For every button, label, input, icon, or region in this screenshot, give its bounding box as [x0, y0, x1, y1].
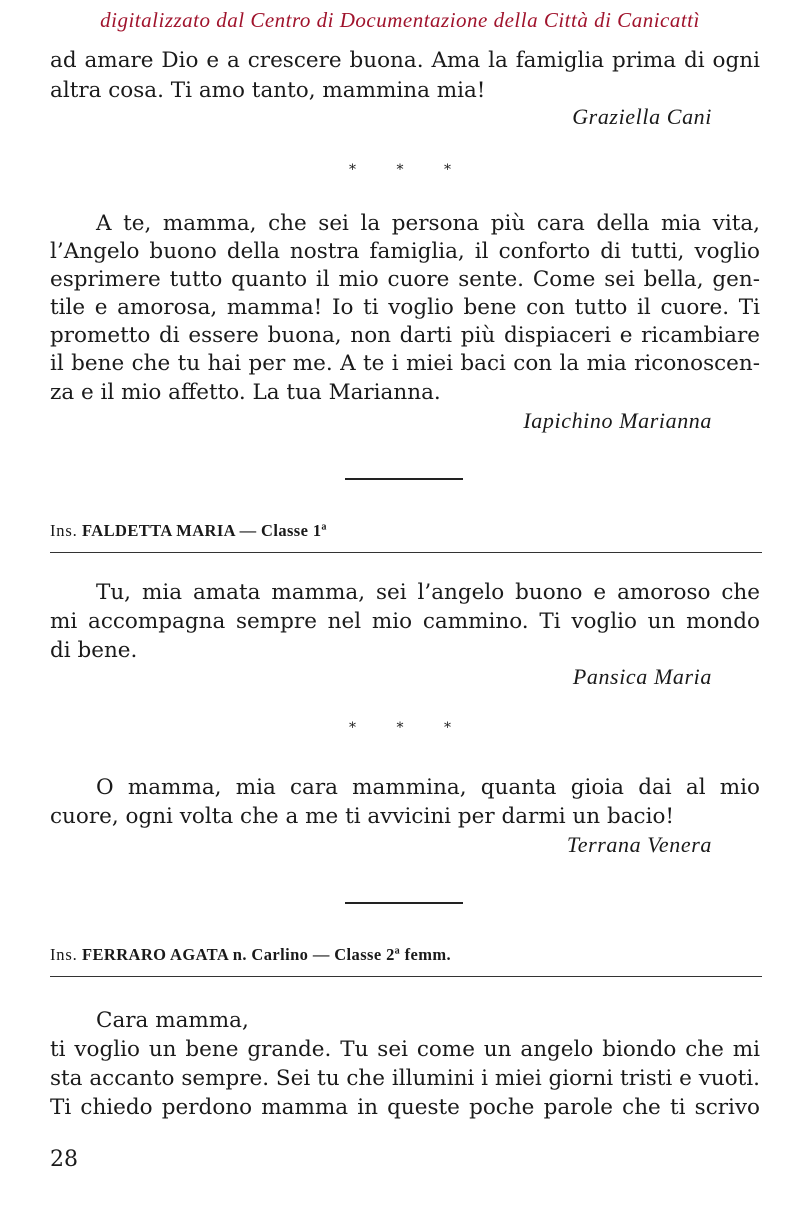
- short-divider: [345, 902, 463, 904]
- text-line: prometto di essere buona, non darti più dispiaceri e ricambiare: [50, 323, 760, 348]
- text-line: di bene.: [50, 638, 138, 663]
- signature: Graziella Cani: [572, 104, 712, 129]
- text-line: A te, mamma, che sei la persona più cara della mia vita,: [96, 211, 760, 236]
- text-line: l’Angelo buono della nostra famiglia, il conforto di tutti, voglio: [50, 239, 760, 264]
- header-prefix: Ins.: [50, 945, 78, 964]
- section-header: [50, 521, 327, 541]
- text-line: Ti chiedo perdono mamma in queste poche parole che ti scrivo: [50, 1095, 760, 1120]
- text-line: mi accompagna sempre nel mio cammino. Ti voglio un mondo: [50, 609, 760, 634]
- section-separator-stars: * * *: [349, 162, 469, 178]
- signature: Iapichino Marianna: [523, 408, 712, 433]
- text-line: esprimere tutto quanto il mio cuore sente. Come sei bella, gen-: [50, 267, 760, 292]
- text-line: altra cosa. Ti amo tanto, mammina mia!: [50, 78, 486, 103]
- text-line: cuore, ogni volta che a me ti avvicini per darmi un bacio!: [50, 804, 675, 829]
- header-rule: [50, 976, 762, 977]
- text-line: ti voglio un bene grande. Tu sei come un angelo biondo che mi: [50, 1037, 760, 1062]
- text-line: il bene che tu hai per me. A te i miei baci con la mia riconoscen-: [50, 351, 760, 376]
- signature: Pansica Maria: [572, 664, 712, 689]
- text-line: Tu, mia amata mamma, sei l’angelo buono e amoroso che: [96, 580, 760, 605]
- text-line: ad amare Dio e a crescere buona. Ama la famiglia prima di ogni: [50, 48, 760, 73]
- header-teacher-class: FALDETTA MARIA — Classe 1ª: [82, 521, 327, 540]
- section-separator-stars: * * *: [349, 720, 469, 736]
- signature: Terrana Venera: [566, 832, 712, 857]
- header-prefix: Ins.: [50, 521, 78, 540]
- text-line: Cara mamma,: [96, 1008, 249, 1033]
- page-number: 28: [50, 1147, 78, 1172]
- watermark: digitalizzato dal Centro di Documentazione della Città di Canicattì: [100, 8, 700, 32]
- text-line: za e il mio affetto. La tua Marianna.: [50, 380, 441, 405]
- text-line: O mamma, mia cara mammina, quanta gioia dai al mio: [96, 775, 760, 800]
- text-line: sta accanto sempre. Sei tu che illumini i miei giorni tristi e vuoti.: [50, 1066, 760, 1091]
- text-line: tile e amorosa, mamma! Io ti voglio bene con tutto il cuore. Ti: [50, 295, 760, 320]
- short-divider: [345, 478, 463, 480]
- section-header: [50, 945, 451, 965]
- header-teacher-class: FERRARO AGATA n. Carlino — Classe 2ª femm.: [82, 945, 452, 964]
- header-rule: [50, 552, 762, 553]
